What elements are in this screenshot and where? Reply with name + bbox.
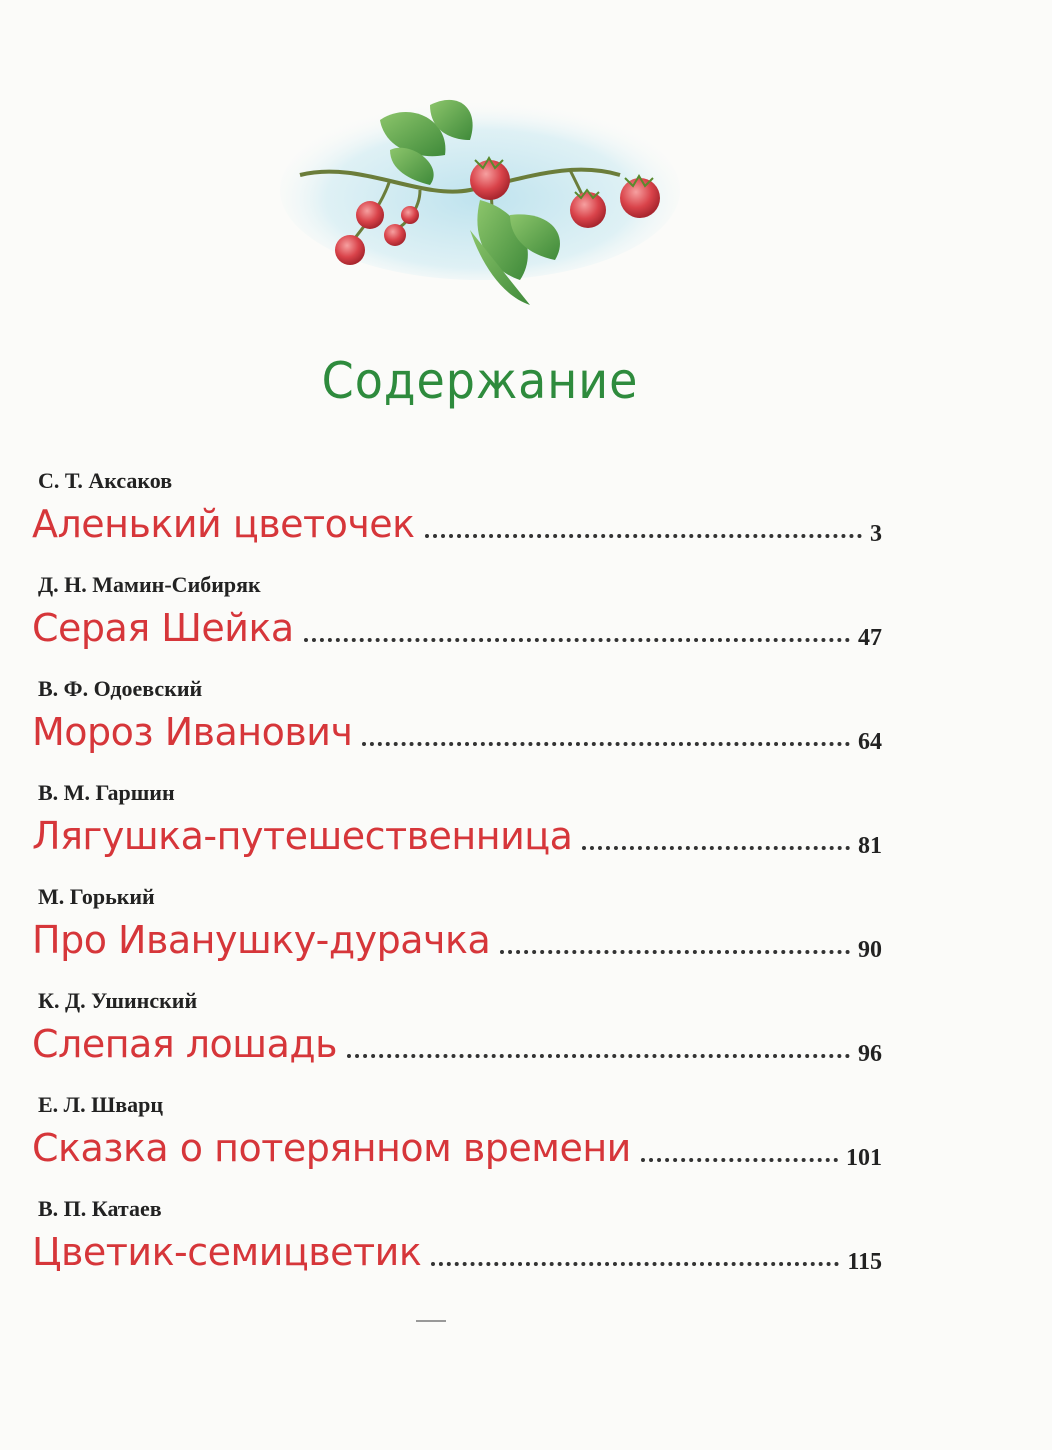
entry-title[interactable]: Мороз Иванович xyxy=(32,710,353,754)
entry-author: Д. Н. Мамин-Сибиряк xyxy=(38,572,261,597)
dot-leader xyxy=(500,950,850,954)
toc-entry[interactable] xyxy=(32,884,882,988)
table-of-contents xyxy=(32,468,882,1300)
toc-entry[interactable] xyxy=(32,468,882,572)
entry-author: С. Т. Аксаков xyxy=(38,468,173,493)
page-mark xyxy=(416,1320,446,1322)
entry-page-number: 64 xyxy=(858,729,882,755)
entry-title-row xyxy=(32,916,882,964)
toc-entry[interactable] xyxy=(32,780,882,884)
toc-entry[interactable] xyxy=(32,676,882,780)
entry-author: К. Д. Ушинский xyxy=(38,988,198,1013)
entry-title-row xyxy=(32,1124,882,1172)
entry-title-row xyxy=(32,500,882,548)
dot-leader xyxy=(425,534,862,538)
entry-author: Е. Л. Шварц xyxy=(38,1092,164,1117)
entry-page-number: 3 xyxy=(870,521,882,547)
entry-title-row xyxy=(32,708,882,756)
dot-leader xyxy=(431,1262,839,1266)
raspberry-branch-icon xyxy=(270,80,690,320)
entry-author: В. Ф. Одоевский xyxy=(38,676,203,701)
entry-author: М. Горький xyxy=(38,884,155,909)
entry-title[interactable]: Про Иванушку-дурачка xyxy=(32,918,491,962)
entry-page-number: 81 xyxy=(858,833,882,859)
entry-page-number: 115 xyxy=(847,1249,882,1275)
entry-page-number: 96 xyxy=(858,1041,882,1067)
entry-page-number: 47 xyxy=(858,625,882,651)
entry-author: В. М. Гаршин xyxy=(38,780,175,805)
page-title: Содержание xyxy=(321,352,639,410)
entry-title-row xyxy=(32,812,882,860)
entry-title[interactable]: Серая Шейка xyxy=(32,606,294,650)
toc-entry[interactable] xyxy=(32,1092,882,1196)
entry-title[interactable]: Сказка о потерянном времени xyxy=(32,1126,631,1170)
dot-leader xyxy=(582,846,850,850)
toc-entry[interactable] xyxy=(32,572,882,676)
toc-entry[interactable] xyxy=(32,1196,882,1300)
entry-title[interactable]: Цветик-семицветик xyxy=(32,1230,422,1274)
entry-title[interactable]: Аленький цветочек xyxy=(32,502,415,546)
entry-title-row xyxy=(32,1228,882,1276)
dot-leader xyxy=(641,1158,838,1162)
entry-title-row xyxy=(32,604,882,652)
entry-author: В. П. Катаев xyxy=(38,1196,162,1221)
toc-entry[interactable] xyxy=(32,988,882,1092)
entry-title[interactable]: Слепая лошадь xyxy=(32,1022,338,1066)
entry-page-number: 90 xyxy=(858,937,882,963)
entry-page-number: 101 xyxy=(846,1145,882,1171)
dot-leader xyxy=(362,742,850,746)
dot-leader xyxy=(304,638,850,642)
entry-title[interactable]: Лягушка-путешественница xyxy=(32,814,573,858)
dot-leader xyxy=(347,1054,850,1058)
entry-title-row xyxy=(32,1020,882,1068)
